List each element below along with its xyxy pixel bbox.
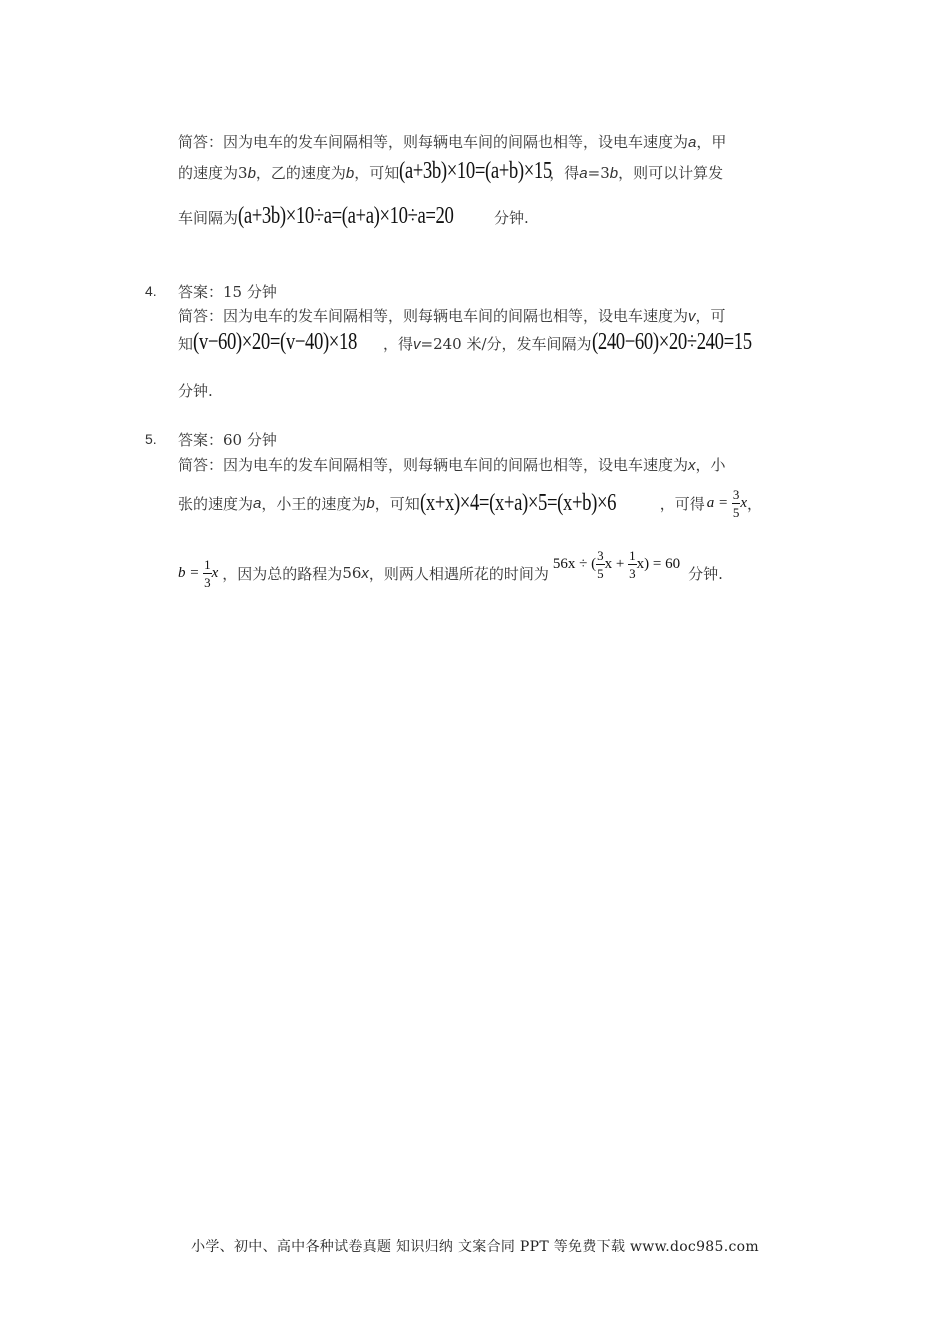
q3-text: 简答：因为电车的发车间隔相等，则每辆电车间的间隔也相等，设电车速度为 xyxy=(178,133,689,151)
q5-var: b xyxy=(366,494,375,512)
q5-formula-time xyxy=(553,549,680,580)
fraction-numerator: 1 xyxy=(629,547,636,563)
q5-text: 分钟. xyxy=(688,564,723,583)
q5-equation-1: (x+x)×4=(x+a)×5=(x+b)×6 xyxy=(419,489,616,516)
q3-line-3 xyxy=(178,203,529,235)
q5-number: 5. xyxy=(145,431,157,447)
q3-text: ，得 xyxy=(549,164,580,182)
fraction xyxy=(203,558,212,589)
q3-equation-2: (a+3b)×10÷a=(a+a)×10÷a=20 xyxy=(238,203,454,229)
q4-equation-2: (240−60)×20÷240=15 xyxy=(591,329,752,355)
q3-text: ，乙的速度为 xyxy=(255,164,346,182)
fraction-denominator: 5 xyxy=(597,565,604,581)
q3-text: =3 xyxy=(587,164,610,182)
fraction-denominator: 3 xyxy=(204,574,211,590)
q4-text: ，可 xyxy=(695,307,726,325)
q5-formula-text: x) = 60 xyxy=(636,555,681,572)
q4-equation-1: (v−60)×20=(v−40)×18 xyxy=(193,329,357,355)
q3-text: ，甲 xyxy=(696,133,727,151)
q4-number: 4. xyxy=(145,283,157,299)
page-footer: 小学、初中、高中各种试卷真题 知识归纳 文案合同 PPT 等免费下载 www.doc985.com xyxy=(191,1239,759,1255)
q4-line-2 xyxy=(178,329,796,361)
q5-text: ，小王的速度为 xyxy=(261,494,367,513)
q5-text: ，因为总的路程为 xyxy=(222,564,343,583)
q3-var: a xyxy=(688,134,697,151)
q5-formula-text: x xyxy=(740,494,748,511)
q5-formula-text: 56x ÷ ( xyxy=(552,555,597,572)
q3-text: 3 xyxy=(238,164,248,182)
q5-text: 56 xyxy=(342,564,362,582)
q5-var: x xyxy=(361,564,369,582)
q4-line-3: 分钟. xyxy=(178,382,213,400)
q3-text: 车间隔为 xyxy=(178,209,239,227)
q4-text: ，得 xyxy=(383,335,414,353)
fraction xyxy=(596,549,605,580)
q5-text: ，可知 xyxy=(374,494,420,513)
q5-text: ， xyxy=(747,494,763,513)
q3-var: b xyxy=(609,165,619,182)
q5-answer: 答案：60 分钟 xyxy=(178,431,277,449)
q4-var: v xyxy=(688,308,696,325)
q4-text: 知 xyxy=(178,335,194,353)
q3-var: a xyxy=(579,165,588,182)
fraction-denominator: 3 xyxy=(629,565,636,581)
fraction xyxy=(628,549,637,580)
q5-formula-text: x + xyxy=(604,555,625,572)
fraction-denominator: 5 xyxy=(732,504,740,520)
q4-line-1 xyxy=(178,305,726,326)
q3-line-1 xyxy=(178,131,726,152)
q5-formula-text: a = xyxy=(706,494,729,511)
q3-text: ，则可以计算发 xyxy=(618,164,724,182)
q4-answer: 答案：15 分钟 xyxy=(178,283,277,301)
q5-formula-b xyxy=(178,558,218,589)
q5-line-2 xyxy=(178,478,762,528)
q3-line-2 xyxy=(178,158,723,190)
q5-text: 张的速度为 xyxy=(178,494,254,513)
q5-text: ，小 xyxy=(695,456,726,474)
q5-line-3 xyxy=(178,547,723,595)
q5-var: x xyxy=(688,457,696,474)
q5-var: a xyxy=(253,494,262,512)
q5-text: ，则两人相遇所花的时间为 xyxy=(368,564,549,583)
q5-formula-text: x xyxy=(211,564,219,581)
q5-formula-a xyxy=(707,488,747,519)
q4-var: v xyxy=(413,336,421,353)
q4-text: =240 米/分，发车间隔为 xyxy=(420,335,592,353)
q5-formula-text: b = xyxy=(178,564,200,581)
q5-line-1 xyxy=(178,454,726,475)
q3-equation-1: (a+3b)×10=(a+b)×15 xyxy=(399,158,553,184)
q3-text: 的速度为 xyxy=(178,164,239,182)
q3-text: ，可知 xyxy=(354,164,400,182)
q5-text: 简答：因为电车的发车间隔相等，则每辆电车间的间隔也相等，设电车速度为 xyxy=(178,456,689,474)
fraction-numerator: 1 xyxy=(204,556,211,572)
q3-text: 分钟. xyxy=(494,209,529,227)
fraction-numerator: 3 xyxy=(597,547,604,563)
fraction-numerator: 3 xyxy=(732,486,740,502)
q4-text: 简答：因为电车的发车间隔相等，则每辆电车间的间隔也相等，设电车速度为 xyxy=(178,307,689,325)
q3-var: b xyxy=(345,165,355,182)
q5-text: ，可得 xyxy=(659,494,705,513)
q3-var: b xyxy=(247,165,256,182)
